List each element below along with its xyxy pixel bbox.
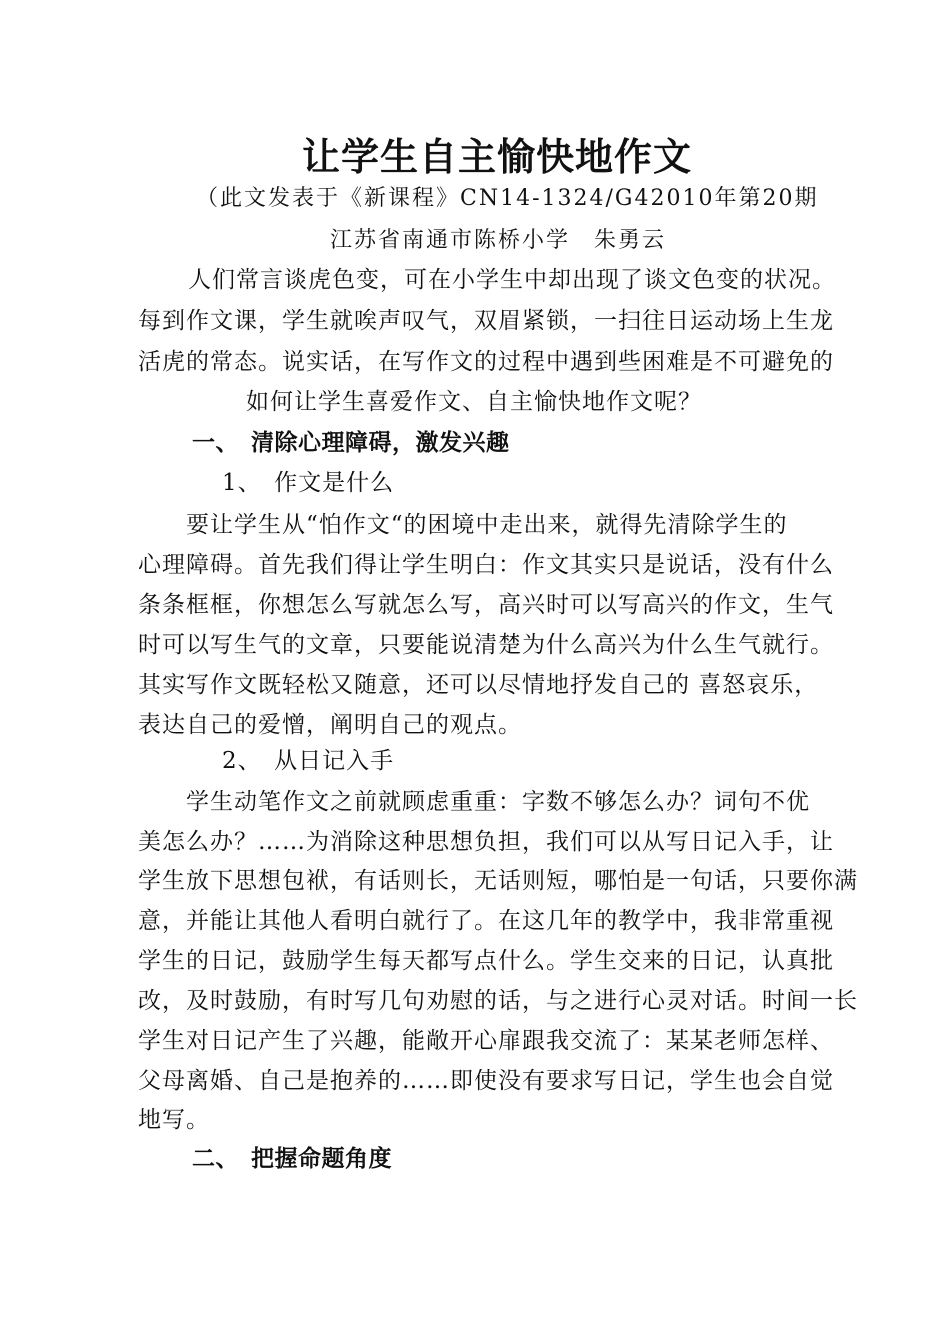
sub1-line-3: 条条框框，你想怎么写就怎么写，高兴时可以写高兴的作文，生气 — [138, 592, 834, 618]
page-title: 让学生自主愉快地作文 — [302, 135, 693, 179]
section-1-heading: 一、 清除心理障碍，激发兴趣 — [192, 430, 510, 456]
intro-line-1: 人们常言谈虎色变，可在小学生中却出现了谈文色变的状况。 — [188, 267, 836, 293]
sub2-line-9: 地写。 — [138, 1107, 210, 1133]
sub2-line-6: 改，及时鼓励，有时写几句劝慰的话，与之进行心灵对话。时间一长 — [138, 988, 858, 1014]
author-line: 江苏省南通市陈桥小学 朱勇云 — [330, 228, 667, 253]
intro-line-3: 活虎的常态。说实话，在写作文的过程中遇到些困难是不可避免的 — [138, 349, 834, 375]
sub1-line-4: 时可以写生气的文章，只要能说清楚为什么高兴为什么生气就行。 — [138, 632, 834, 658]
sub1-line-2: 心理障碍。首先我们得让学生明白：作文其实只是说话，没有什么 — [138, 552, 834, 578]
sub2-line-8: 父母离婚、自己是抱养的……即使没有要求写日记，学生也会自觉 — [138, 1068, 834, 1094]
sub2-line-1: 学生动笔作文之前就顾虑重重：字数不够怎么办？词句不优 — [186, 789, 810, 815]
section-2-heading: 二、 把握命题角度 — [192, 1146, 392, 1172]
subsection-2-heading: 2、 从日记入手 — [222, 748, 395, 774]
sub2-line-3: 学生放下思想包袱，有话则长，无话则短，哪怕是一句话，只要你满 — [138, 868, 858, 894]
intro-line-2: 每到作文课，学生就唉声叹气，双眉紧锁，一扫往日运动场上生龙 — [138, 308, 834, 334]
sub2-line-4: 意，并能让其他人看明白就行了。在这几年的教学中，我非常重视 — [138, 908, 834, 934]
sub2-line-7: 学生对日记产生了兴趣，能敞开心扉跟我交流了：某某老师怎样、 — [138, 1028, 834, 1054]
intro-line-4: 如何让学生喜爱作文、自主愉快地作文呢？ — [246, 389, 702, 415]
sub2-line-5: 学生的日记，鼓励学生每天都写点什么。学生交来的日记，认真批 — [138, 948, 834, 974]
sub1-line-5: 其实写作文既轻松又随意，还可以尽情地抒发自己的 喜怒哀乐， — [138, 672, 819, 698]
sub1-line-6: 表达自己的爱憎，阐明自己的观点。 — [138, 712, 522, 738]
source-note: （此文发表于《新课程》CN14-1324/G42010年第20期 — [196, 186, 819, 211]
sub1-line-1: 要让学生从“怕作文“的困境中走出来，就得先清除学生的 — [186, 512, 788, 538]
sub2-line-2: 美怎么办？……为消除这种思想负担，我们可以从写日记入手，让 — [138, 829, 834, 855]
subsection-1-heading: 1、 作文是什么 — [222, 470, 395, 496]
